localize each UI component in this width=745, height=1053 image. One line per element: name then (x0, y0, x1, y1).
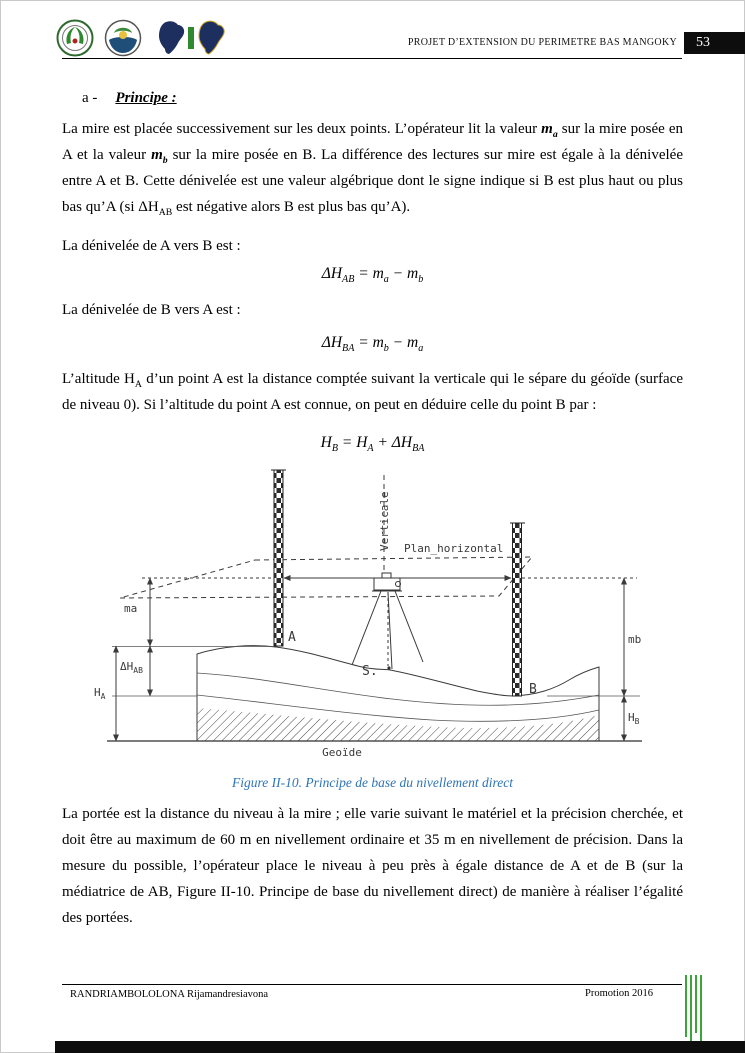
header-title: PROJET D’EXTENSION DU PERIMETRE BAS MANGOKY (407, 37, 677, 48)
globe-logo-icon (104, 19, 142, 57)
paragraph-portee: La portée est la distance du niveau à la mire ; elle varie suivant le matériel et la précision cherchée, et doit être au maximum de 60 m en nivellement ordinaire et 35 m en nivellement de précision. Dans la mesure du possible, l’opérateur place le niveau à peu près à égale distance de A et de B (sur la médiatrice de AB, Figure II-10. Principe de base du nivellement direct) de manière à réaliser l’égalité des portées. (62, 806, 683, 926)
footer-author: RANDRIAMBOLOLONA Rijamandresiavona (70, 989, 269, 1000)
label-verticale: Verticale (378, 491, 391, 551)
label-point-b: B (529, 682, 537, 697)
content (62, 88, 683, 931)
label-h-a: $H_A$ (94, 686, 106, 701)
paragraph-principle: La mire est placée successivement sur les deux points. L’opérateur lit la valeur $m_a$ sur la mire posée en A et la valeur $m_b$ sur la mire posée en B. La différence des lectures sur mire est égale à la dénivelée entre A et B. Cette dénivelée est une valeur algébrique dont le signe indique si B est plus haut ou plus bas qu’A (si $\Delta H_{AB}$ est négative alors B est plus bas qu’A). (62, 121, 683, 218)
label-mb: mb (628, 633, 642, 646)
africa-development-logo-icon (152, 19, 234, 57)
section-label: a - (82, 90, 98, 106)
label-station-s: S. (362, 664, 378, 679)
label-denivelee-ba: La dénivelée de B vers A est : (62, 302, 241, 318)
footer-promotion: Promotion 2016 (585, 988, 653, 999)
bottom-black-bar (55, 1041, 745, 1053)
university-logo-icon (56, 19, 94, 57)
level-instrument (352, 573, 423, 670)
formula-altitude-b: $H_B = H_A + \Delta H_{BA}$ (320, 434, 425, 455)
footer-rule (62, 984, 682, 985)
label-delta-h-ab: $\Delta H_{AB}$ (120, 660, 143, 675)
label-h-b: $H_B$ (628, 711, 640, 726)
geoid-hatch (197, 708, 599, 741)
terrain (107, 646, 642, 741)
section-title: Principe : (115, 90, 177, 106)
staff-b (510, 523, 525, 696)
figure-caption: Figure II-10. Principe de base du nivellement direct (232, 775, 513, 790)
label-geoide: Geoïde (322, 746, 362, 759)
station-point (387, 666, 390, 669)
figure-container (92, 463, 652, 763)
label-point-a: A (288, 630, 296, 645)
label-denivelee-ab: La dénivelée de A vers B est : (62, 238, 241, 254)
section-heading (62, 88, 683, 108)
header-logos (56, 18, 234, 58)
page-number-badge: 53 (684, 32, 745, 54)
paragraph-altitude: L’altitude $H_A$ d’un point A est la distance comptée suivant la verticale qui le sépare du géoïde (surface de niveau 0). Si l’altitude du point A est connue, on peut en déduire celle du point B par : (62, 371, 683, 413)
staff-a (271, 470, 286, 646)
green-lines-decoration (685, 975, 702, 1043)
leveling-diagram (92, 463, 652, 763)
label-ma: ma (124, 602, 138, 615)
header-rule (62, 58, 682, 59)
formula-delta-h-ba: $\Delta H_{BA} = m_b - m_a$ (321, 334, 424, 355)
right-dimensions (522, 578, 640, 741)
formula-delta-h-ab: $\Delta H_{AB} = m_a - m_b$ (321, 265, 424, 286)
label-plan-horizontal: Plan_horizontal (404, 542, 504, 555)
